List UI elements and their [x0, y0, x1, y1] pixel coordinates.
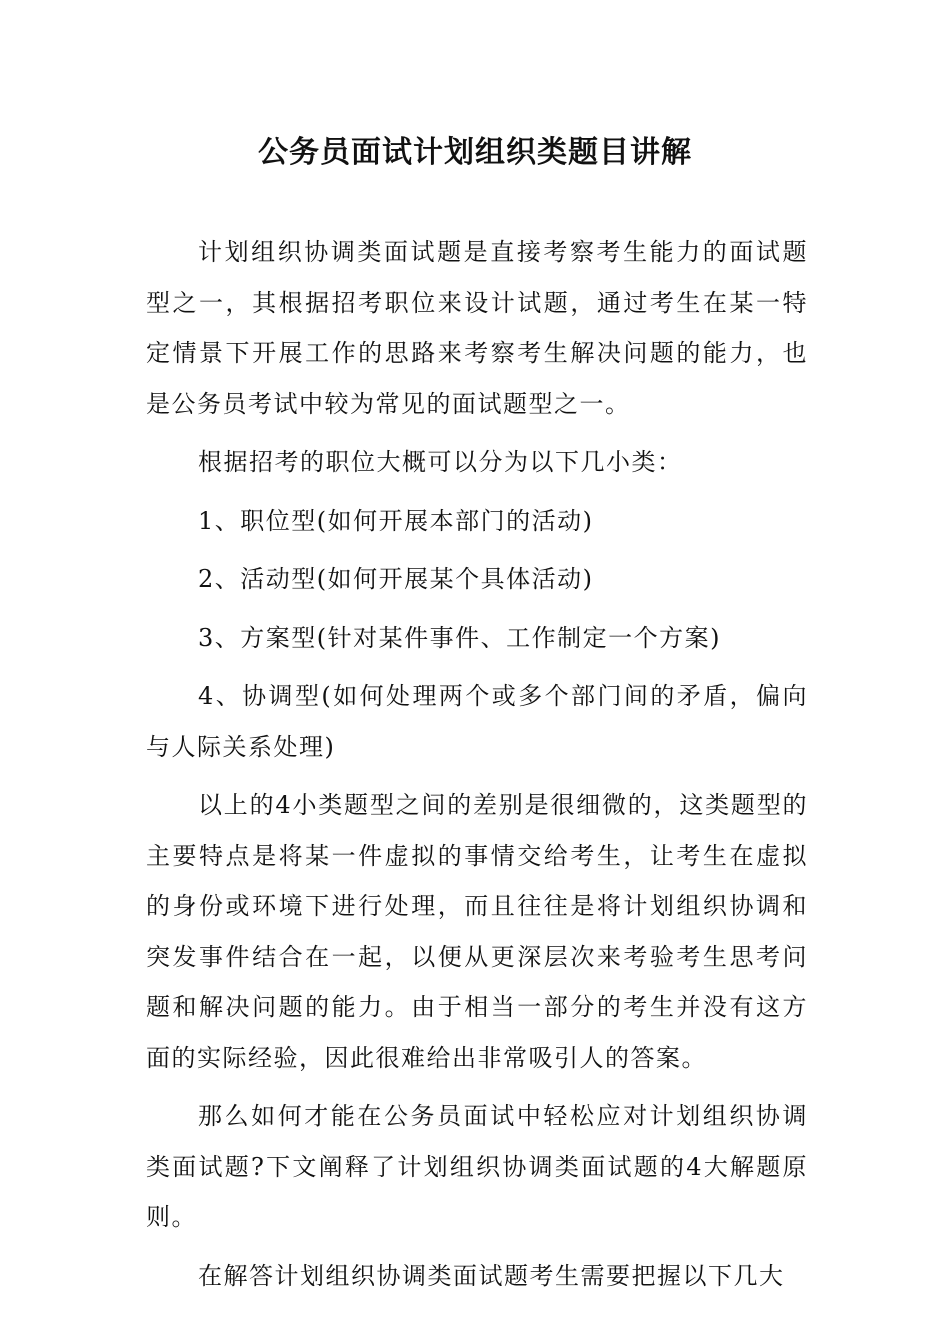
paragraph-categories-intro: 根据招考的职位大概可以分为以下几小类：: [198, 448, 683, 476]
list-item-4: 4、协调型(如何处理两个或多个部门间的矛盾，偏向与人际关系处理): [146, 682, 808, 761]
list-item-2: 2、活动型(如何开展某个具体活动): [198, 565, 594, 593]
list-item-1: 1、职位型(如何开展本部门的活动): [198, 506, 594, 535]
paragraph-question: 那么如何才能在公务员面试中轻松应对计划组织协调类面试题?下文阐释了计划组织协调类面试题的4大解题原则。: [146, 1102, 808, 1231]
list-item-3: 3、方案型(针对某件事件、工作制定一个方案): [198, 623, 721, 652]
paragraph-principles-start: 在解答计划组织协调类面试题考生需要把握以下几大: [198, 1261, 785, 1290]
document-title: 公务员面试计划组织类题目讲解: [258, 135, 692, 170]
document-body: [146, 227, 808, 1309]
paragraph-characteristics: 以上的4小类题型之间的差别是很细微的，这类题型的主要特点是将某一件虚拟的事情交给考生，让考生在虚拟的身份或环境下进行处理，而且往往是将计划组织协调和突发事件结合在一起，以便从更深层次来考验考生思考问题和解决问题的能力。由于相当一部分的考生并没有这方面的实际经验，因此很难给出非常吸引人的答案。: [146, 791, 808, 1072]
paragraph-intro: 计划组织协调类面试题是直接考察考生能力的面试题型之一，其根据招考职位来设计试题，通过考生在某一特定情景下开展工作的思路来考察考生解决问题的能力，也是公务员考试中较为常见的面试题型之一。: [146, 238, 808, 418]
